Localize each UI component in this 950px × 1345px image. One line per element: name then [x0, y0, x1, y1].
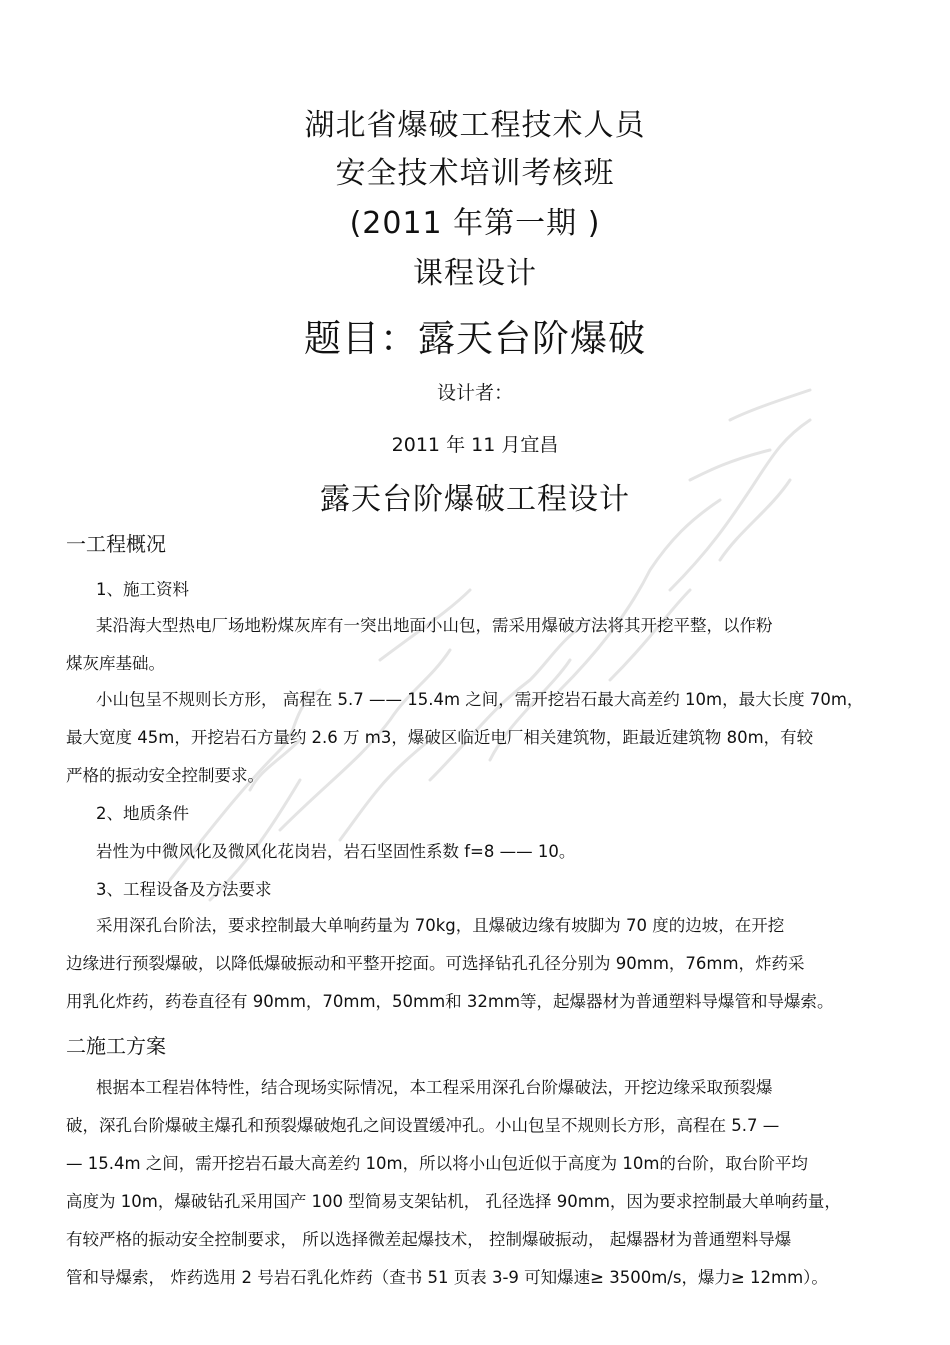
paragraph-line: 岩性为中微风化及微风化花岗岩，岩石坚固性系数 f=8 —— 10。 — [96, 842, 576, 861]
cover-title-line-2: 安全技术培训考核班 — [335, 156, 615, 191]
paragraph-line: 用乳化炸药，药卷直径有 90mm，70mm，50mm和 32mm等，起爆器材为普通塑料导爆管和导爆索。 — [66, 992, 834, 1011]
document-title: 露天台阶爆破工程设计 — [320, 482, 630, 517]
paragraph-line: 高度为 10m，爆破钻孔采用国产 100 型简易支架钻机， 孔径选择 90mm，因为要求控制最大单响药量， — [66, 1192, 841, 1211]
paragraph-line: 煤灰库基础。 — [66, 654, 165, 673]
subsection-heading-equipment: 3、工程设备及方法要求 — [96, 880, 272, 899]
designer-label: 设计者： — [436, 382, 513, 404]
paragraph-line: 严格的振动安全控制要求。 — [66, 766, 264, 785]
cover-title-line-1: 湖北省爆破工程技术人员 — [304, 108, 646, 143]
paragraph-line: 破，深孔台阶爆破主爆孔和预裂爆破炮孔之间设置缓冲孔。小山包呈不规则长方形，高程在 5.7 — — [66, 1116, 780, 1135]
paragraph-line: 边缘进行预裂爆破，以降低爆破振动和平整开挖面。可选择钻孔孔径分别为 90mm，76mm，炸药采 — [66, 954, 805, 973]
date-place: 2011 年 11 月宜昌 — [391, 434, 559, 456]
paragraph-line: 小山包呈不规则长方形， 高程在 5.7 —— 15.4m 之间，需开挖岩石最大高差约 10m，最大长度 70m， — [96, 690, 864, 709]
subsection-heading-construction-data: 1、施工资料 — [96, 580, 189, 599]
paragraph-line: 有较严格的振动安全控制要求， 所以选择微差起爆技术， 控制爆破振动， 起爆器材为普通塑料导爆 — [66, 1230, 792, 1249]
subsection-heading-geology: 2、地质条件 — [96, 804, 189, 823]
paragraph-line: 某沿海大型热电厂场地粉煤灰库有一突出地面小山包，需采用爆破方法将其开挖平整，以作粉 — [96, 616, 773, 635]
paragraph-line: 最大宽度 45m，开挖岩石方量约 2.6 万 m3，爆破区临近电厂相关建筑物，距最近建筑物 80m，有较 — [66, 728, 814, 747]
cover-title-line-4: 课程设计 — [413, 256, 537, 291]
paragraph-line: — 15.4m 之间，需开挖岩石最大高差约 10m，所以将小山包近似于高度为 10m的台阶，取台阶平均 — [66, 1154, 808, 1173]
cover-title-line-3: (2011 年第一期 ) — [349, 206, 601, 241]
paragraph-line: 采用深孔台阶法，要求控制最大单响药量为 70kg，且爆破边缘有坡脚为 70 度的边坡，在开挖 — [96, 916, 785, 935]
section-heading-construction-plan: 二施工方案 — [66, 1034, 166, 1058]
section-heading-overview: 一工程概况 — [66, 532, 166, 556]
paragraph-line: 根据本工程岩体特性，结合现场实际情况，本工程采用深孔台阶爆破法，开挖边缘采取预裂爆 — [96, 1078, 773, 1097]
topic-heading: 题目：露天台阶爆破 — [304, 317, 646, 360]
paragraph-line: 管和导爆索， 炸药选用 2 号岩石乳化炸药（查书 51 页表 3-9 可知爆速≥ 3500m/s，爆力≥ 12mm）。 — [66, 1268, 828, 1287]
